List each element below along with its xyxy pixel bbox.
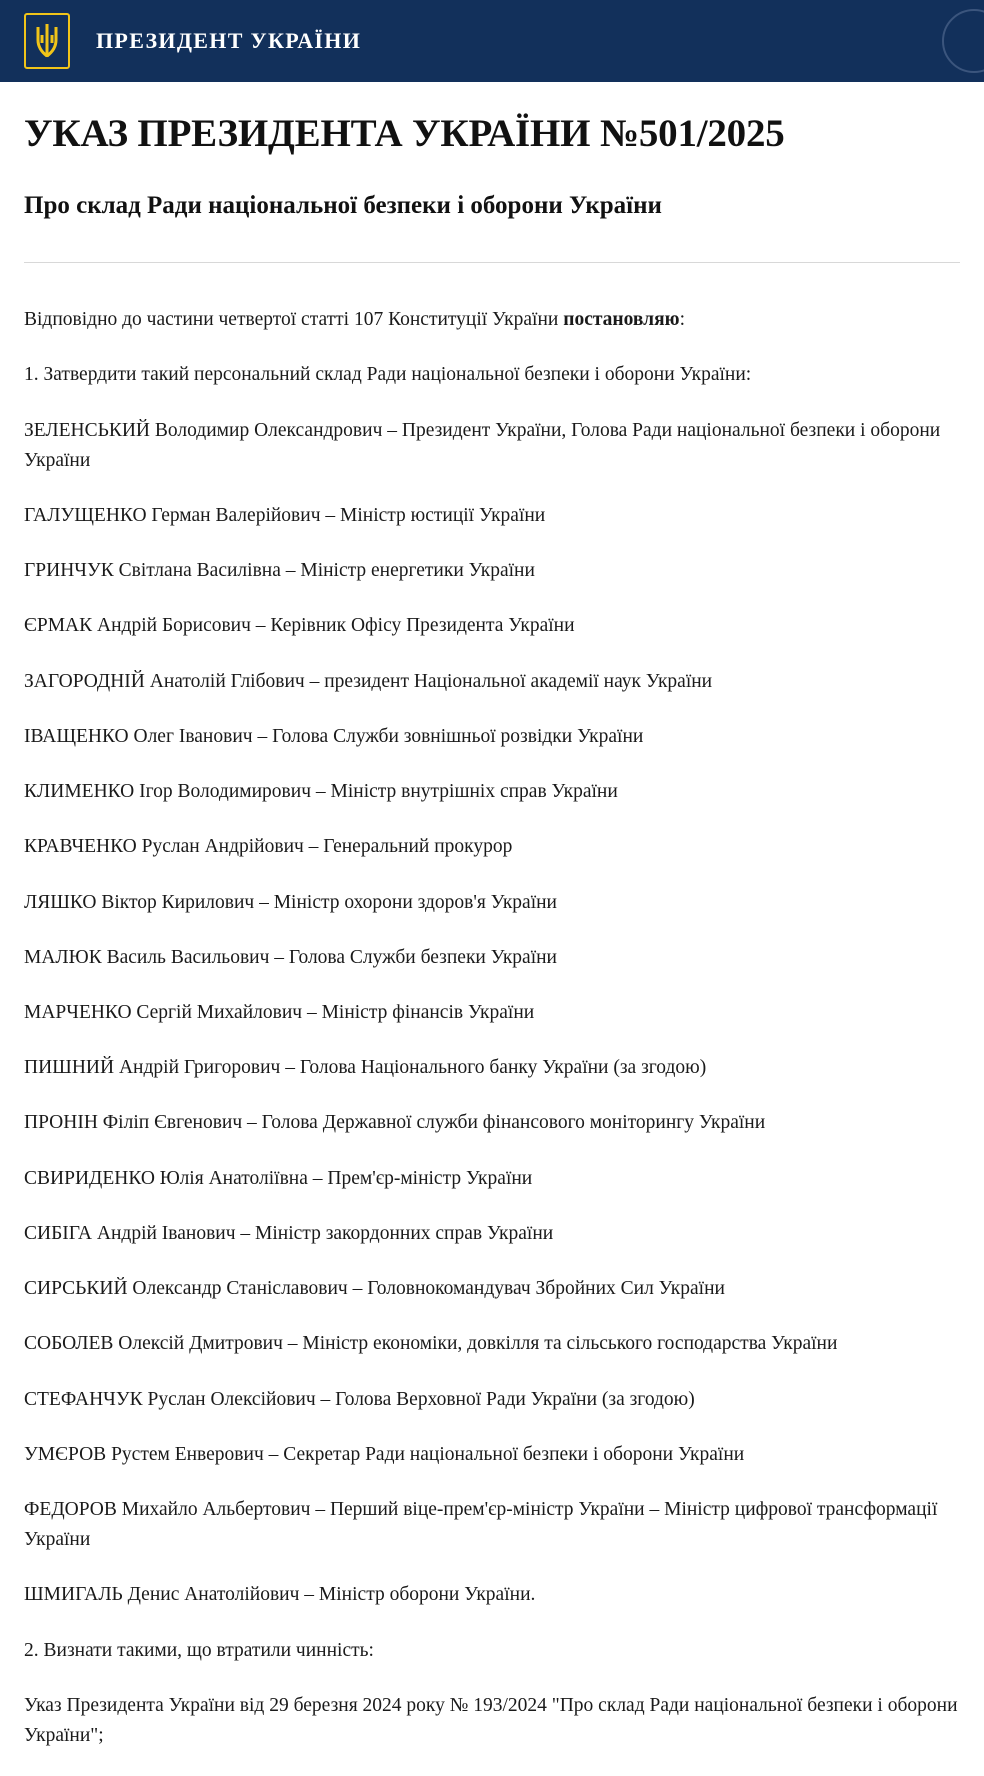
list-item: ПРОНІН Філіп Євгенович – Голова Державної служби фінансового моніторингу України: [24, 1112, 766, 1134]
intro-text-bold: постановляю: [563, 309, 680, 331]
list-item: МАЛЮК Василь Васильович – Голова Служби безпеки України: [24, 946, 557, 968]
point-1-paragraph: 1. Затвердити такий персональний склад Ради національної безпеки і оборони України:: [24, 364, 752, 386]
list-item: ШМИГАЛЬ Денис Анатолійович – Міністр оборони України.: [24, 1584, 536, 1606]
list-item: ЛЯШКО Віктор Кирилович – Міністр охорони здоров'я України: [24, 891, 557, 913]
document-subtitle: Про склад Ради національної безпеки і оборони України: [24, 191, 662, 219]
list-item: МАРЧЕНКО Сергій Михайлович – Міністр фінансів України: [24, 1002, 535, 1024]
list-item: СВИРИДЕНКО Юлія Анатоліївна – Прем'єр-міністр України: [24, 1167, 533, 1189]
list-item: ГРИНЧУК Світлана Василівна – Міністр енергетики України: [24, 560, 535, 582]
menu-round-icon[interactable]: [942, 9, 984, 73]
list-item: КЛИМЕНКО Ігор Володимирович – Міністр внутрішніх справ України: [24, 781, 618, 803]
list-item: СТЕФАНЧУК Руслан Олексійович – Голова Верховної Ради України (за згодою): [24, 1388, 695, 1410]
list-item: ФЕДОРОВ Михайло Альбертович – Перший віце-прем'єр-міністр України – Міністр цифрової трансформації України: [24, 1498, 938, 1551]
document-body: [0, 112, 984, 1751]
list-item: УМЄРОВ Рустем Енверович – Секретар Ради національної безпеки і оборони України: [24, 1443, 745, 1465]
intro-text-after: :: [679, 309, 685, 331]
intro-text-before: Відповідно до частини четвертої статті 107 Конституції України: [24, 309, 564, 331]
list-item: ГАЛУЩЕНКО Герман Валерійович – Міністр юстиції України: [24, 505, 546, 527]
list-item: ЗЕЛЕНСЬКИЙ Володимир Олександрович – Президент України, Голова Ради національної безпеки і оборони України: [24, 419, 941, 471]
point-2-paragraph: 2. Визнати такими, що втратили чинність:: [24, 1639, 374, 1661]
list-item: ЄРМАК Андрій Борисович – Керівник Офісу Президента України: [24, 615, 575, 637]
ukraine-trident-emblem-icon[interactable]: [24, 13, 70, 69]
site-title: ПРЕЗИДЕНТ УКРАЇНИ: [96, 28, 362, 53]
members-list: [24, 416, 960, 1611]
list-item: ПИШНИЙ Андрій Григорович – Голова Національного банку України (за згодою): [24, 1057, 707, 1079]
page-title: УКАЗ ПРЕЗИДЕНТА УКРАЇНИ №501/2025: [24, 112, 785, 155]
list-item: ЗАГОРОДНІЙ Анатолій Глібович – президент Національної академії наук України: [24, 670, 713, 692]
list-item: СИРСЬКИЙ Олександр Станіславович – Головнокомандувач Збройних Сил України: [24, 1278, 725, 1300]
site-header: [0, 0, 984, 82]
repealed-act-1: Указ Президента України від 29 березня 2024 року № 193/2024 "Про склад Ради національної безпеки і оборони України";: [24, 1694, 958, 1747]
list-item: КРАВЧЕНКО Руслан Андрійович – Генеральний прокурор: [24, 836, 513, 858]
menu-round-button[interactable]: [942, 9, 984, 73]
list-item: ІВАЩЕНКО Олег Іванович – Голова Служби зовнішньої розвідки України: [24, 725, 644, 747]
intro-paragraph: [24, 305, 960, 335]
list-item: СИБІГА Андрій Іванович – Міністр закордонних справ України: [24, 1222, 554, 1244]
content-spacer: [24, 263, 960, 305]
list-item: СОБОЛЕВ Олексій Дмитрович – Міністр економіки, довкілля та сільського господарства України: [24, 1333, 838, 1355]
